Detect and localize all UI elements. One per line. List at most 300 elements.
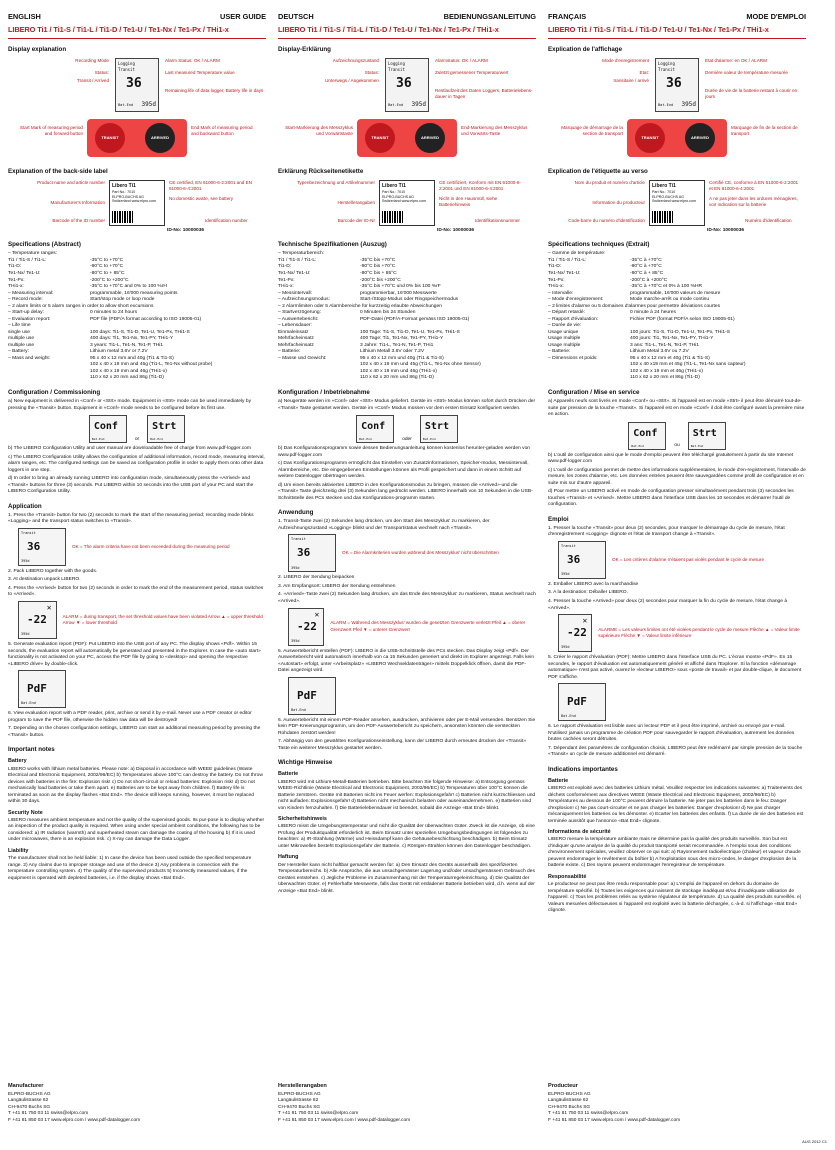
spec-value: -35°C bis +70°C und 0% bis 100 %rF	[360, 284, 441, 290]
lcd-display	[115, 58, 159, 112]
alarm-note: ALARM = Während des Messzyklus' wurden die gesetzten Grenzwerte verletzt Pfeil ▲ = oberer Grenzwert Pfeil ▼ = unterer Grenzwert	[330, 620, 526, 632]
specs-title: Technische Spezifikationen (Auszug)	[278, 241, 387, 249]
alarm-screen-row	[558, 614, 806, 652]
label-product-name: Libero Ti1	[382, 183, 406, 190]
config-b: b) L'outil de configuration ainsi que le mode d'emploi peuvent être téléchargé gratuitement à partir du site Internet www.pdf-logger.com	[548, 452, 794, 465]
conf-text: Conf	[361, 421, 386, 433]
spec-value: 3 Jahre: Ti1-L, Te1-N, Te1-P, THi1	[360, 342, 434, 348]
spec-label: multiple use	[8, 336, 35, 342]
spec-label: – Measuring interval:	[8, 290, 54, 296]
ok-screen-days: 395d	[561, 572, 570, 577]
app-step-2: 2. LIBERO der Sendung beipacken	[278, 575, 355, 581]
spec-value: 0 Minuten bis 24 Stunden	[360, 310, 416, 316]
spec-value: 102 x 40 x 19 mm und 46g (THi1-x)	[360, 368, 437, 374]
manufacturer-line: CH-9470 Buchs SG	[8, 1104, 51, 1110]
spec-label: Ti1-D:	[278, 264, 292, 270]
back-label-right: Identification number	[205, 218, 248, 224]
backside-title: Explanation of the back-side label	[8, 167, 108, 175]
spec-label: – Mode d'enregistrement:	[548, 297, 604, 303]
display-title: Explication de l'affichage	[548, 45, 623, 53]
spec-label: single use	[8, 329, 31, 335]
alarm-screen	[558, 614, 592, 652]
spec-value: programmable, 16'000 valeurs de mesure	[630, 290, 721, 296]
app-step-5: 5. Créer le rapport d'évaluation (PDF): Mettre LIBERO dans l'interface USB du PC. L'écran montre «PdF». En 15 secondes, le rapport d'évaluation est automatiquement généré et affiché dans l'Explorer. Si la fonction «démarrage automatique» n'est pas activé, ouvrez le «lecteur LIBERO» sous «poste de travail» et par double-clique, le document PDF s'affiche.	[548, 655, 802, 680]
strt-bat: Bat.End	[150, 437, 163, 442]
back-label-left: Code-barre du numéro d'identification	[568, 218, 645, 224]
spec-value: 400 Tage: Ti1, Te1-Nx, Te1-PY, THi1-Y	[360, 336, 444, 342]
label-maker: ELPRO-BUCHS AG Switzerland www.elpro.com	[112, 194, 156, 204]
model-list: LIBERO Ti1 / Ti1-S / Ti1-L / Ti1-D / Te1-U / Te1-Nx / Te1-Px / THi1-x	[8, 24, 229, 34]
lcd-days: 395d	[411, 100, 426, 108]
label-part-number: Part No.: 7010	[652, 189, 676, 194]
spec-value: 102 x 40 x 19 mm und 45g (Ti1-L, Te1-Nx ohne Sensor)	[360, 362, 481, 368]
button-label-right: End-Markierung des Messzyklus und Vorwärts-Taste	[461, 124, 528, 136]
specs-table	[8, 251, 266, 381]
button-label-left: Start Mark of measuring period and forward button	[19, 124, 83, 136]
spec-value: Lithium metal 3.6V or 7.2V	[90, 349, 148, 355]
transit-button-illustration: TRANSIT	[635, 123, 665, 153]
lcd-temperature: 36	[126, 75, 142, 91]
back-label	[649, 180, 705, 226]
spec-value: -200°C to +200°C	[90, 277, 129, 283]
config-c: c) The LIBERO Configuration Utility allows the configuration of additional information, record mode, measuring interval, alarm ranges, etc. The configured settings can be saved as configuration profile in order to apply them onto other data loggers in one step.	[8, 454, 265, 473]
spec-label: THi1-x:	[278, 284, 294, 290]
app-step-7: 7. Dépendant des paramètres de configuration choisis, LIBERO peut être redémarré par simple pression de la touche «Transit» un cycle de mesure additionnel est démarré.	[548, 745, 803, 758]
spec-value: -80°C à + 85°C	[630, 270, 664, 276]
spec-label: Te1-Px:	[8, 277, 25, 283]
manufacturer-title: Herstellerangaben	[278, 1083, 327, 1090]
language-label: DEUTSCH	[278, 12, 314, 21]
conf-screen	[628, 422, 666, 450]
lcd-logging: Logging	[388, 60, 405, 66]
spec-value: 0 minutes to 24 hours	[90, 310, 138, 316]
label-product-name: Libero Ti1	[112, 183, 136, 190]
spec-value: -35°C bis +70°C	[360, 257, 396, 263]
pdf-screen-row	[18, 670, 266, 708]
model-list: LIBERO Ti1 / Ti1-S / Ti1-L / Ti1-D / Te1-U / Te1-Nx / Te1-Px / THi1-x	[278, 24, 499, 34]
display-label-left: Recording Mode	[75, 57, 109, 63]
spec-label: Mehrfacheinsatz	[278, 342, 314, 348]
display-label-right: Alarm Status: OK / ALARM	[165, 57, 220, 63]
buttons-diagram	[548, 117, 806, 161]
manufacturer-line: F +41 81 850 03 17 www.elpro.com / www.pdf-datalogger.com	[8, 1117, 141, 1123]
display-label-right: Durée de vie de la batterie restant à courir en jours	[705, 87, 798, 99]
spec-label: – Lebensdauer:	[278, 323, 312, 329]
backside-label-diagram	[8, 178, 266, 234]
guide-title: BEDIENUNGSANLEITUNG	[443, 12, 536, 21]
back-label-right: Identifikationsnummer	[475, 218, 520, 224]
security-text: LIBERO measures ambient temperature and not the quality of the supervised goods. Its pur-pose is to display whether an inspection of the product quality is required. When using under special ambient conditions, the following has to be considered: a) IR radiation (warmth) and superheated steam can damage the coating of the housing b) If it is used under microwaves, there is an explosion risk. c) X-ray can damage the Data Logger.	[8, 817, 265, 843]
spec-label: – Aufzeichnungsmodus:	[278, 297, 330, 303]
display-label-left: Etat:	[639, 69, 649, 75]
spec-label: Usage unique	[548, 329, 579, 335]
display-label-right: Remaining life of data logger, Battery life in days	[165, 87, 264, 93]
back-label-right: CE certified, EN 61000-6-2:2001 and EN 61000-6-4:2001	[169, 180, 252, 191]
spec-label: – 2 Alarmlimiten oder 5 Alarmbereiche für kurzzeitig erlaubte Abweichungen	[278, 303, 442, 309]
ok-screen-temp: 36	[567, 552, 581, 566]
arrived-button-illustration: ARRIVED	[145, 123, 175, 153]
label-maker: ELPRO-BUCHS AG Switzerland www.elpro.com	[382, 194, 426, 204]
config-a: a) Appareils neufs sont livrés en mode «Conf» ou «Strt». Si l'appareil est en mode «Strt» il peut être démarré tout-de-suite par pression de la touche «Transit». Si l'appareil est en mode «Conf» il doit être configuré avant la première mise en action.	[548, 399, 805, 418]
ok-screen-row	[288, 534, 536, 572]
display-label-right: Zuletzt gemessener Temperaturwert	[435, 69, 509, 75]
or-label: or	[134, 436, 140, 442]
label-product-name: Libero Ti1	[652, 183, 676, 190]
spec-value: -35°C to +70°C	[90, 257, 124, 263]
strt-screen	[688, 422, 726, 450]
spec-value: 3 ans: Ti1-L, Te1-N, Te1-P, THi1	[630, 342, 699, 348]
spec-value: 3 years: Ti1-L, Te1-N, Te1-P, THi1	[90, 342, 164, 348]
back-label-right: Numéro d'identification	[745, 218, 792, 224]
spec-value: 95 x 40 x 12 mm and 40g (Ti1 & Ti1-S)	[90, 355, 174, 361]
column-header	[8, 12, 266, 22]
column-header	[548, 12, 806, 22]
conf-bat: Bat.End	[91, 437, 105, 442]
battery-text: LIBERO wird mit Lithium-Metall-Batterien betrieben. Bitte beachten Sie folgende Hinweise: a) Entsorgung gemäss WEEE-Richtlinie (Waste Electrical and Electronic Equipment, 2002/96/EC) b) Temperaturen über 100°C können die Batterie zerstören. Geräte mit Batterien nicht ins Feuer werfen: Explosionsgefahr! c) Batterien nicht kurzschliessen und nicht aufladen: Explosionsgefahr! d) Batterien nicht mechanisch belasten oder auseinandernehmen. e) Batterien sind von Kindern fernzuhalten. f) Die Batterielebensdauer ist beendet, sobald die Anzeige «Bat End» blinkt.	[278, 779, 536, 811]
spec-value: 110 x 62 x 20 mm and 86g (Ti1-D)	[90, 375, 164, 381]
button-label-right: Marquage de fin de la section de transport	[731, 124, 798, 136]
config-c: c) Das Konfigurationsprogramm ermöglicht das Einstellen von Zusatzinformationen, Speicher-modus, Messintervall, Alarmbereiche, etc. Die eingegebenen Einstellungen können als Profil gespeichert und dann in einem Schritt auf weitere Datenlogger übertragen werden.	[278, 461, 529, 480]
spec-value: 100 Tage: Ti1-S, Ti1-D, Te1-U, Te1-Px, THi1-S	[360, 329, 460, 335]
config-d: d) In order to bring an already running LIBERO into configuration mode, simultaneously press the «Arrived» and «Transit» buttons for three (3) seconds. Put LIBERO within 10 seconds into the USB port of your PC and start the LIBERO Configuration Utility.	[8, 476, 254, 495]
application-title: Emploi	[548, 515, 569, 523]
app-step-3: 3. Am Empfangsort: LIBERO der Sendung entnehmen	[278, 583, 396, 589]
manufacturer-title: Manufacturer	[8, 1083, 44, 1090]
spec-label: – Rapport d'évaluation:	[548, 316, 599, 322]
label-id-number: ID-No: 10000036	[437, 227, 475, 233]
button-label-left: Marquage de démarrage de la section de transport	[561, 124, 623, 136]
security-text: LIBERO mesure la température ambiante mais ne détermine pas la qualité des produits surveillés. Son but est d'indiquer qu'une analyse de la qualité du produit transporté serait recommandée. A l'emploi sous des conditions d'environnement spéciales, veuillez observer ce qui suit: a) Rayonnement radioélectrique (chaleur) et vapeur chaude peuvent endommager le revêtement du boîtier b) A l'exploitation sous des micro-ondes, le danger d'explosion de la batterie existe. c) Des rayons peuvent endommager l'enregistreur de température.	[548, 837, 801, 869]
alarm-note: ALARME = Les valeurs limites ont été violées pendant le cycle de mesure Flèche ▲ = Valeur limite supérieure Flèche ▼ = Valeur limite inférieure	[598, 626, 800, 639]
spec-label: – Départ retardé:	[548, 310, 585, 316]
display-label-left: Mode d'enregistrement	[602, 57, 649, 63]
specs-table	[548, 251, 806, 381]
lcd-display	[655, 58, 699, 112]
spec-value: 102 x 40 x 19 mm and 45g (Ti1-L, Te1-Nx without probe)	[90, 362, 213, 368]
barcode-icon	[382, 211, 404, 223]
alarm-screen-temp: -22	[297, 619, 317, 633]
alarm-screen-temp: -22	[27, 612, 47, 626]
lcd-display	[385, 58, 429, 112]
manufacturer-line: Langäulistrasse 62	[8, 1098, 49, 1104]
liability-title: Liability	[8, 847, 29, 854]
spec-value: programmable, 16'000 measuring points	[90, 290, 178, 296]
spec-label: Ti1 / Ti1-S / Ti1-L:	[548, 257, 587, 263]
spec-value: -35°C à +70°C et 0% à 100 %HR	[630, 284, 703, 290]
back-label-right: CE certifiziert, Konform mit EN 61000-6-2:2001 und EN 61000-6-4:2001	[439, 180, 521, 191]
backside-label-diagram	[278, 178, 536, 234]
spec-label: – Start-up delay:	[8, 310, 44, 316]
spec-label: Te1-Nx/ Te1-U:	[8, 270, 41, 276]
arrived-button-illustration: ARRIVED	[415, 123, 445, 153]
display-label-left: Status:	[94, 69, 109, 75]
backside-title: Explication de l'étiquette au verso	[548, 167, 648, 175]
spec-label: – Batterie:	[278, 349, 301, 355]
spec-value: 0 minute à 24 heures	[630, 310, 676, 316]
security-title: Informations de sécurité	[548, 829, 611, 836]
back-label-right: Nicht in den Hausmüll, siehe Batteriehinweis	[439, 196, 498, 207]
version-code: AUG 2012 C1	[802, 1139, 827, 1144]
or-label: oder	[402, 436, 412, 442]
spec-label: Ti1 / Ti1-S / Ti1-L:	[8, 257, 47, 263]
spec-value: Start-/Stopp-Modus oder Ringspeichermodus	[360, 297, 459, 303]
ok-screen	[558, 541, 606, 579]
strt-screen	[420, 415, 458, 443]
ok-note: OK = Les critères d'alarme n'étaient pas violés pendant le cycle de mesure	[612, 556, 765, 562]
app-step-3: 3. A la destination: Déballer LIBERO.	[548, 590, 628, 596]
conf-bat: Bat.End	[631, 443, 644, 448]
spec-label: Te1-Nx/ Te1-U:	[278, 270, 311, 276]
spec-label: – Startverzögerung:	[278, 310, 321, 316]
spec-label: Te1-Nx/ Te1-U:	[548, 270, 581, 276]
app-step-5: 5. Auswertebericht erstellen (PDF): LIBERO in die USB-Schnittstelle des PCs stecken. Das Display zeigt «Pdf». Der Auswertebericht wird automatisch innerhalb von ca 15 Sekunden generiert und direkt im Explorer angezeigt. Falls kein «Autostart» erfolgt, unter «Arbeitsplatz» «LIBERO Wechseldatenträger» mittels Doppelklick öffnen, damit die PDF-Datei angezeigt wird.	[278, 648, 535, 674]
guide-title: MODE D'EMPLOI	[746, 12, 806, 21]
spec-value: 100 jours: Ti1-S, Ti1-D, Te1-U, Te1-Px, THi1-S	[630, 329, 731, 335]
config-title: Configuration / Commissioning	[8, 388, 101, 396]
conf-text: Conf	[93, 421, 118, 433]
security-title: Sicherheitshinweis	[278, 816, 327, 823]
app-step-7: 7. Depending on the chosen configuration settings, LIBERO can start an additional measuring period by pressing the «Transit» button.	[8, 726, 261, 738]
backside-label-diagram	[548, 178, 806, 234]
back-label-right: No domestic waste, see battery	[169, 196, 234, 202]
spec-label: – Life time	[8, 323, 31, 329]
display-label-left: Status:	[364, 69, 379, 75]
spec-value: Lithium Metall 3.6V oder 7.2V	[360, 349, 425, 355]
buttons-diagram	[278, 117, 536, 161]
display-label-left: transitaire / arrivé	[613, 77, 649, 83]
strt-text: Strt	[152, 421, 177, 433]
spec-value: -80°C to + 85°C	[90, 270, 125, 276]
app-step-3: 3. At destination unpack LIBERO.	[8, 577, 81, 583]
lcd-transit: Transit	[658, 66, 675, 72]
ok-screen	[18, 528, 66, 566]
liability-text: The manufacturer shall not be held liable: 1) In case the device has been used outside the specified temperature range. 2) Any claims due to improper storage and use of the device 3) Any problems in connection with the temperature controlling system. 4) The quality of the supervised products 5) Incorrectly measured values, if the equipment is operated with depleted batteries, i.e. if the display shows «Bat End».	[8, 856, 252, 881]
spec-label: – Gamme de température:	[548, 251, 606, 257]
specs-title: Specifications (Abstract)	[8, 241, 81, 249]
spec-value: 95 x 40 x 12 mm und 40g (Ti1 & Ti1-S)	[360, 355, 444, 361]
config-d: d) Um einen bereits aktivierten LIBERO in den Konfigurationsmodus zu bringen, müssen die «Arrived»-und die «Transit» Taste gleichzeitig drei (3) Sekunden lang gedrückt werden. LIBERO innerhalb von 10 Sekunden in die USB-Schnittstelle des PCs stecken und das Konfigurations-programm starten.	[278, 482, 533, 501]
manufacturer-line: ELPRO-BUCHS AG	[278, 1091, 321, 1097]
display-diagram	[278, 56, 536, 114]
spec-label: – Intervalle:	[548, 290, 574, 296]
ok-note: OK = Die Alarmkriterien wurden während des Messzyklus' nicht überschritten	[342, 550, 499, 556]
back-label-left: Information du producteur	[592, 200, 645, 206]
lcd-days: 395d	[681, 100, 696, 108]
transit-button-illustration: TRANSIT	[365, 123, 395, 153]
spec-label: – Durée de vie:	[548, 323, 582, 329]
manufacturer-line: CH-9470 Buchs SG	[548, 1104, 591, 1110]
manufacturer-line: T +41 81 750 03 11 swiss@elpro.com	[8, 1111, 89, 1117]
spec-label: Te1-Px:	[548, 277, 565, 283]
ok-screen	[288, 534, 336, 572]
display-diagram	[548, 56, 806, 114]
pdf-screen-bat: Bat.End	[561, 714, 576, 719]
pdf-screen-row	[558, 683, 806, 721]
label-part-number: Part No.: 7010	[112, 189, 136, 194]
lcd-bat-end: Bat.End	[118, 103, 134, 108]
strt-screen	[147, 415, 185, 443]
spec-value: -35°C to +70°C and 0% to 100 %rH	[90, 284, 167, 290]
ok-screen-status: Transit	[561, 543, 576, 548]
lcd-logging: Logging	[658, 60, 675, 66]
back-label-right: Certifié CE, conforme à EN 61000-6-2:2001 et EN 61000-6-4:2001	[709, 180, 799, 191]
ok-screen-temp: 36	[297, 546, 311, 560]
spec-label: – Temperaturbereich:	[278, 251, 325, 257]
spec-value: -200°C à +200°C	[630, 277, 668, 283]
spec-value: 102 x 40 x19 mm et 45g (Ti1-L, Te1-Nx sans capteur)	[630, 362, 746, 368]
spec-label: – Temperature ranges:	[8, 251, 58, 257]
app-step-4: 4. Presser la touche «Arrived» pour deux (2) secondes pour marquer la fin du cycle de mesure, l'état change à «Arrived».	[548, 598, 788, 611]
spec-value: Mode marche-arrêt ou mode continu	[630, 297, 710, 303]
conf-screen	[89, 415, 127, 443]
app-step-7: 7. Abhängig von den gewählten Konfigurationseinstellung, kann der LIBERO durch erneutes drücken der «Transit» Taste ein weiterer Messzyklus gestartet werden.	[278, 739, 527, 751]
manufacturer-line: ELPRO-BUCHS AG	[8, 1091, 51, 1097]
spec-value: 400 days: Ti1, Te1-Nx, Te1-PY, THi1-Y	[90, 336, 174, 342]
spec-value: -90°C to +70°C	[90, 264, 124, 270]
lcd-transit: Transit	[388, 66, 405, 72]
spec-value: 100 days: Ti1-S, Ti1-D, Te1-U, Te1-Px, THi1-S	[90, 329, 190, 335]
spec-value: 102 x 40 x 19 mm et 46g (THi1-x)	[630, 368, 703, 374]
spec-value: -90°C à +70°C	[630, 264, 662, 270]
lcd-bat-end: Bat.End	[388, 103, 404, 108]
ok-note: OK = The alarm criteria have not been exceeded during the measuring period	[72, 543, 230, 549]
app-step-6: 6. Le rapport d'évaluation est lisible avec un lecteur PDF et il peut être imprimé, archivé ou envoyé par e-mail. N'utilisez jamais un programme de création PDF pour sauvegarder le rapport d'évaluation, autrement les données brutes cachées seront détruites.	[548, 724, 795, 743]
config-a: a) Neugeräte werden im «Conf» oder «Strt» Modus geliefert. Geräte im «Strt» Modus können sofort durch Drücken der «Transit» Taste gestartet werden. Geräte im «Conf» Modus müssen vor dem ersten Einsatz konfiguriert werden.	[278, 399, 536, 411]
manufacturer-block	[548, 1083, 806, 1124]
column-english	[8, 12, 266, 1142]
config-screens	[548, 422, 806, 450]
spec-value: Lithium Metal 3.6V ou 7.2V	[630, 349, 689, 355]
language-label: ENGLISH	[8, 12, 41, 21]
display-label-right: Dernière valeur de température mesurée	[705, 69, 788, 75]
pdf-screen-text: PdF	[297, 688, 317, 702]
manufacturer-block	[278, 1083, 536, 1124]
display-label-right: Restlaufzeit des Daten Loggers, Batterielebens-dauer in Tagen	[435, 87, 533, 99]
display-diagram	[8, 56, 266, 114]
manufacturer-block	[8, 1083, 266, 1124]
backside-title: Erklärung Rückseitenetikette	[278, 167, 364, 175]
app-step-1: 1. Transit-Taste zwei (2) Sekunden lang drücken, um den Start des Messzyklus' zu markieren, der Aufzeichnungszustand «Logging» blinkt und der Transportstatus wechselt nach «Transit».	[278, 519, 490, 531]
spec-label: THi1-x:	[548, 284, 564, 290]
display-label-right: Alarmstatus: OK / ALARM	[435, 57, 488, 63]
spec-value: PDF-Datei (PDF/A-Format gemäss ISO 19005-01)	[360, 316, 470, 322]
strt-text: Strt	[692, 427, 717, 439]
lcd-transit: Transit	[118, 66, 135, 72]
spec-label: – Evaluation report:	[8, 316, 51, 322]
spec-value: 102 x 40 x 19 mm and 46g (THi1-x)	[90, 368, 167, 374]
security-text: LIBERO misst die Umgebungstemperatur und nicht die Qualität der überwachten Güter. Zweck ist die Anzeige, ob eine Prüfung der Produktqualität erforderlich ist. Beim Einsatz unter speziellen Umgebungsbedingungen ist folgendes zu beachten: a) IR-Strahlung (Wärme) und Heissdampf kann die Gehäusebeschichtung beschädigen. b) Beim Einsatz unter Mikrowellen besteht Explosionsgefahr der Batterie. c) Röntgen-Strahlen können den Datenlogger beschädigen.	[278, 824, 535, 849]
config-screens	[278, 415, 536, 443]
pdf-screen-row	[288, 677, 536, 715]
spec-label	[278, 375, 356, 382]
manufacturer-line: CH-9470 Buchs SG	[278, 1104, 321, 1110]
spec-label: – Battery:	[8, 349, 29, 355]
app-step-2: 2. Emballer LIBERO avec la marchandise	[548, 581, 639, 587]
alarm-screen-days: 395d	[291, 638, 300, 643]
manufacturer-line: T +41 81 750 03 11 swiss@elpro.com	[278, 1111, 359, 1117]
spec-value: -200°C bis +200°C	[360, 277, 401, 283]
spec-label: Te1-Px:	[278, 277, 295, 283]
pdf-screen	[558, 683, 606, 721]
divider	[548, 38, 806, 39]
config-screens	[8, 415, 266, 443]
ok-screen-row	[558, 541, 806, 579]
spec-label	[8, 375, 86, 382]
specs-table	[278, 251, 536, 381]
alarm-screen-row	[18, 601, 266, 639]
label-part-number: Part No.: 7010	[382, 189, 406, 194]
liability-title: Responsabilité	[548, 873, 587, 880]
strt-text: Strt	[424, 421, 449, 433]
spec-label: – Masse und Gewicht:	[278, 355, 327, 361]
model-list: LIBERO Ti1 / Ti1-S / Ti1-L / Ti1-D / Te1-U / Te1-Nx / Te1-Px / THi1-x	[548, 24, 769, 34]
spec-value: programmierbar, 16'000 Messwerte	[360, 290, 437, 296]
alarm-screen-row	[288, 608, 536, 646]
spec-value: 110 x 62 x 20 mm und 86g (Ti1-D)	[360, 375, 434, 381]
spec-value: -90°C bis +70°C	[360, 264, 396, 270]
app-step-5: 5. Generate evaluation report (PDF): Put LIBERO into the USB port of any PC. The display shows «Pdf». Within 15 seconds, the evaluation report will automatically be generated and presented in the Explorer. In case the «auto start» functionality is not activated on your PC, access the PDF file by going to «desktop» and opening the respective «LIBERO drive» by double-click.	[8, 641, 261, 667]
display-label-left: Unterwegs / Angekommen	[325, 77, 379, 83]
lcd-bat-end: Bat.End	[658, 103, 674, 108]
app-step-1: 1. Press the «Transit» button for two (2) seconds to mark the start of the measuring period; recording mode blinks «Logging» and the transport status switches to «Transit».	[8, 512, 254, 525]
label-id-number: ID-No: 10000036	[167, 227, 205, 233]
battery-title: Batterie	[548, 777, 569, 784]
language-label: FRANÇAIS	[548, 12, 587, 21]
alarm-note: ALARM = during transport, the set threshold values have been violated Arrow ▲ = upper threshold Arrow ▼ = lower threshold	[62, 613, 263, 625]
lcd-logging: Logging	[118, 60, 135, 66]
battery-title: Batterie	[278, 771, 299, 778]
ok-screen-temp: 36	[27, 539, 41, 553]
spec-label: Usage multiple	[548, 342, 581, 348]
ok-screen-status: Transit	[291, 537, 306, 542]
guide-title: USER GUIDE	[220, 12, 266, 21]
lcd-temperature: 36	[666, 75, 682, 91]
config-a: a) New equipment is delivered in «Conf» or «Strt» mode. Equipment in «Strt» mode can be used immediately by pressing the «Transit» button. Equipment in «Conf» mode needs to be configured before its first use.	[8, 399, 252, 411]
lcd-temperature: 36	[396, 75, 412, 91]
app-step-4: 4. Press the «Arrived» button for two (2) seconds in order to mark the end of the measurement period, status switches to «Arrived».	[8, 585, 264, 598]
application-title: Application	[8, 502, 42, 510]
display-label-right: Last measured Temperature value	[165, 69, 235, 75]
app-step-2: 2. Pack LIBERO together with the goods.	[8, 568, 98, 574]
app-step-4: 4. «Arrived»-Taste zwei (2) Sekunden lang drücken, um das Ende des Messzyklus' zu markieren, Status wechselt nach «Arrived».	[278, 592, 536, 604]
strt-bat: Bat.End	[690, 443, 704, 448]
back-label-left: Nom du produit et numéro d'article	[574, 180, 645, 186]
spec-value: 400 jours: Ti1, Te1-Nx, Te1-PY, THi1-Y	[630, 336, 714, 342]
spec-label: – Record mode:	[8, 297, 43, 303]
alarm-screen-days: 395d	[21, 632, 30, 637]
divider	[8, 38, 266, 39]
manufacturer-line: ELPRO-BUCHS AG	[548, 1091, 591, 1097]
back-label-left: Barcode der ID-Nr	[337, 218, 375, 224]
spec-label: THi1-x:	[8, 284, 24, 290]
arrived-button-illustration: ARRIVED	[685, 123, 715, 153]
strt-bat: Bat.End	[422, 437, 436, 442]
liability-title: Haftung	[278, 854, 299, 861]
column-français	[548, 12, 806, 1142]
notes-title: Important notes	[8, 746, 55, 754]
spec-label: – Dimensions et poids:	[548, 355, 598, 361]
battery-text: LIBERO est exploité avec des batteries Lithium métal. Veuillez respecter les indications suivantes: a) Traitements des déchets conformément aux directives WEEE (Waste Electrical and Electronic Equipment, 2002/96/EC) b) Températures au dessous de 100°C peuvent détruire la batterie. Ne jeter pas les batteries dans le feu: Danger d'explosion! c) Ne pas court-circuiter et ne pas charger les batteries: Danger d'explosion! d) Ne pas charger mécaniquement les batteries ou les démonter. e) Ecarter les batteries des enfants. f) La durée de vie des batteries est terminée aussitôt que l'annonce «Bat End» clignote.	[548, 786, 804, 824]
ok-screen-days: 395d	[21, 559, 30, 564]
spec-value: 95 x 40 x 12 mm et 40g (Ti1 & Ti1-S)	[630, 355, 710, 361]
spec-label: Einmaleinsatz	[278, 329, 309, 335]
spec-label: – Mass and weight:	[8, 355, 51, 361]
pdf-screen	[288, 677, 336, 715]
display-label-right: Etat d'alarme: en OK / ALARM	[705, 57, 767, 63]
app-step-6: 6. View evaluation report with a PDF reader, print, archive or send it by e-mail. Never use a PDF creator or editor program to save the PDF file, otherwise the hidden raw data will be destroyed!	[8, 711, 252, 723]
manufacturer-line: Langäulistrasse 62	[548, 1098, 589, 1104]
liability-text: Der Hersteller kann nicht haftbar gemacht werden für: a) Den Einsatz des Geräts ausserhalb des spezifizierten Temperaturbereichs. b) Alle Ansprüche, die aus unsachgemässer Lagerung und/oder unsachgemässem Gebrauch des Gerätes entstehen. c) Jegliche Probleme im Zusammenhang mit der Temperaturregeleinrichtung. d) Die Qualität der überwachten Güter. e) Fehlerhafte Messwerte, falls das Gerät mit entladener Batterie betrieben wird, d.h. wenn auf der Anzeige «Bat End» blinkt.	[278, 862, 535, 894]
